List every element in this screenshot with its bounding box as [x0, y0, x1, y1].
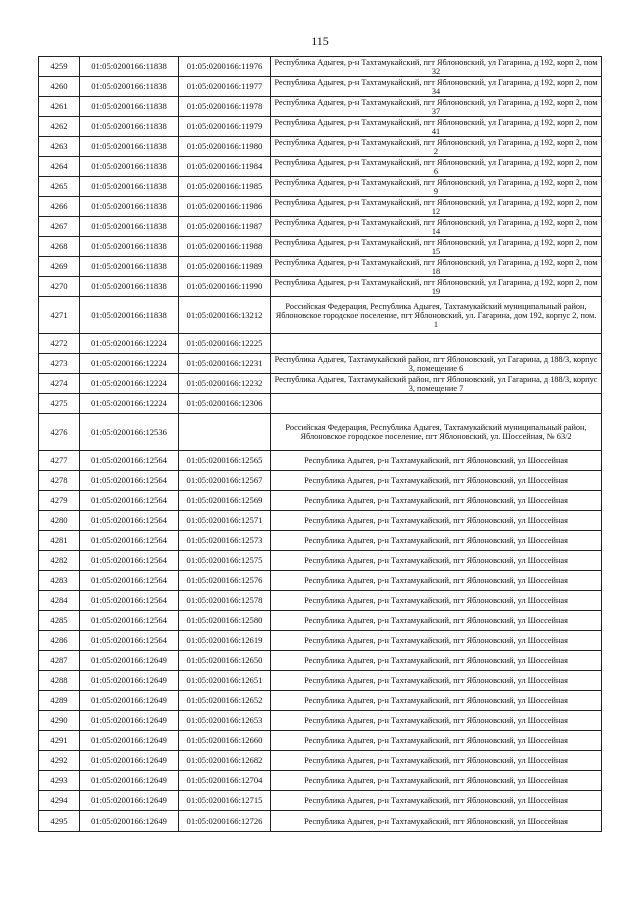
table-row	[39, 691, 602, 711]
table-body	[39, 57, 602, 832]
table-row	[39, 731, 602, 751]
address-cell: Республика Адыгея, р-н Тахтамукайский, пгт Яблоновский, ул Шоссейная	[271, 471, 602, 491]
address-cell: Республика Адыгея, р-н Тахтамукайский, пгт Яблоновский, ул Шоссейная	[271, 451, 602, 471]
cadastral-number-cell: 01:05:0200166:11977	[179, 77, 271, 97]
table-row	[39, 217, 602, 237]
cadastral-number-cell: 01:05:0200166:11980	[179, 137, 271, 157]
cadastral-number-cell: 01:05:0200166:11990	[179, 277, 271, 297]
address-cell: Республика Адыгея, р-н Тахтамукайский, пгт Яблоновский, ул Шоссейная	[271, 491, 602, 511]
parent-cadastral-cell: 01:05:0200166:12564	[80, 491, 179, 511]
cadastral-number-cell: 01:05:0200166:12578	[179, 591, 271, 611]
table-row	[39, 611, 602, 631]
row-number-cell: 4268	[39, 237, 80, 257]
parent-cadastral-cell: 01:05:0200166:11838	[80, 97, 179, 117]
row-number-cell: 4261	[39, 97, 80, 117]
address-cell: Республика Адыгея, р-н Тахтамукайский, пгт Яблоновский, ул Гагарина, д 192, корп 2, пом 2	[271, 137, 602, 157]
row-number-cell: 4290	[39, 711, 80, 731]
row-number-cell: 4264	[39, 157, 80, 177]
address-cell: Республика Адыгея, Тахтамукайский район, пгт Яблоновский, ул Гагарина, д 188/3, корпус 3, помещение 6	[271, 354, 602, 374]
table-row	[39, 791, 602, 811]
table-row	[39, 631, 602, 651]
row-number-cell: 4276	[39, 414, 80, 451]
cadastral-number-cell: 01:05:0200166:11985	[179, 177, 271, 197]
table-row	[39, 811, 602, 832]
parent-cadastral-cell: 01:05:0200166:12649	[80, 771, 179, 791]
table-row	[39, 771, 602, 791]
cadastral-number-cell: 01:05:0200166:11987	[179, 217, 271, 237]
parent-cadastral-cell: 01:05:0200166:11838	[80, 277, 179, 297]
table-row	[39, 751, 602, 771]
row-number-cell: 4275	[39, 394, 80, 414]
cadastral-number-cell: 01:05:0200166:12225	[179, 334, 271, 354]
parent-cadastral-cell: 01:05:0200166:11838	[80, 257, 179, 277]
registry-table	[38, 56, 602, 832]
parent-cadastral-cell: 01:05:0200166:12224	[80, 354, 179, 374]
cadastral-number-cell: 01:05:0200166:13212	[179, 297, 271, 334]
parent-cadastral-cell: 01:05:0200166:12564	[80, 551, 179, 571]
row-number-cell: 4281	[39, 531, 80, 551]
row-number-cell: 4291	[39, 731, 80, 751]
parent-cadastral-cell: 01:05:0200166:12649	[80, 791, 179, 811]
cadastral-number-cell: 01:05:0200166:11978	[179, 97, 271, 117]
table-row	[39, 591, 602, 611]
address-cell: Республика Адыгея, р-н Тахтамукайский, пгт Яблоновский, ул Гагарина, д 192, корп 2, пом 37	[271, 97, 602, 117]
address-cell: Республика Адыгея, р-н Тахтамукайский, пгт Яблоновский, ул Шоссейная	[271, 651, 602, 671]
parent-cadastral-cell: 01:05:0200166:12564	[80, 471, 179, 491]
row-number-cell: 4266	[39, 197, 80, 217]
address-cell: Республика Адыгея, р-н Тахтамукайский, пгт Яблоновский, ул Шоссейная	[271, 751, 602, 771]
cadastral-number-cell: 01:05:0200166:12726	[179, 811, 271, 832]
address-cell: Республика Адыгея, р-н Тахтамукайский, пгт Яблоновский, ул Шоссейная	[271, 511, 602, 531]
parent-cadastral-cell: 01:05:0200166:12224	[80, 374, 179, 394]
address-cell: Российская Федерация, Республика Адыгея, Тахтамукайский муниципальный район, Яблоновское городское поселение, пгт Яблоновский, ул. Гагарина, дом 192, корпус 2, пом. 1	[271, 297, 602, 334]
cadastral-number-cell: 01:05:0200166:12575	[179, 551, 271, 571]
address-cell: Республика Адыгея, р-н Тахтамукайский, пгт Яблоновский, ул Шоссейная	[271, 571, 602, 591]
parent-cadastral-cell: 01:05:0200166:11838	[80, 117, 179, 137]
table-row	[39, 414, 602, 451]
row-number-cell: 4259	[39, 57, 80, 77]
table-row	[39, 374, 602, 394]
parent-cadastral-cell: 01:05:0200166:11838	[80, 177, 179, 197]
row-number-cell: 4285	[39, 611, 80, 631]
table-row	[39, 177, 602, 197]
address-cell: Республика Адыгея, р-н Тахтамукайский, пгт Яблоновский, ул Шоссейная	[271, 531, 602, 551]
cadastral-number-cell: 01:05:0200166:12571	[179, 511, 271, 531]
parent-cadastral-cell: 01:05:0200166:12536	[80, 414, 179, 451]
parent-cadastral-cell: 01:05:0200166:12649	[80, 691, 179, 711]
row-number-cell: 4269	[39, 257, 80, 277]
address-cell: Республика Адыгея, р-н Тахтамукайский, пгт Яблоновский, ул Шоссейная	[271, 731, 602, 751]
row-number-cell: 4283	[39, 571, 80, 591]
table-row	[39, 57, 602, 77]
row-number-cell: 4273	[39, 354, 80, 374]
cadastral-number-cell: 01:05:0200166:12580	[179, 611, 271, 631]
row-number-cell: 4262	[39, 117, 80, 137]
table-row	[39, 97, 602, 117]
row-number-cell: 4284	[39, 591, 80, 611]
row-number-cell: 4289	[39, 691, 80, 711]
row-number-cell: 4293	[39, 771, 80, 791]
cadastral-number-cell: 01:05:0200166:12682	[179, 751, 271, 771]
row-number-cell: 4279	[39, 491, 80, 511]
cadastral-number-cell: 01:05:0200166:12660	[179, 731, 271, 751]
parent-cadastral-cell: 01:05:0200166:11838	[80, 77, 179, 97]
parent-cadastral-cell: 01:05:0200166:12564	[80, 511, 179, 531]
cadastral-number-cell: 01:05:0200166:12704	[179, 771, 271, 791]
parent-cadastral-cell: 01:05:0200166:12649	[80, 671, 179, 691]
parent-cadastral-cell: 01:05:0200166:12649	[80, 711, 179, 731]
cadastral-number-cell: 01:05:0200166:12652	[179, 691, 271, 711]
parent-cadastral-cell: 01:05:0200166:11838	[80, 137, 179, 157]
cadastral-number-cell: 01:05:0200166:12565	[179, 451, 271, 471]
address-cell: Республика Адыгея, р-н Тахтамукайский, пгт Яблоновский, ул Гагарина, д 192, корп 2, пом 14	[271, 217, 602, 237]
table-row	[39, 671, 602, 691]
cadastral-number-cell: 01:05:0200166:11988	[179, 237, 271, 257]
table-row	[39, 531, 602, 551]
address-cell: Российская Федерация, Республика Адыгея, Тахтамукайский муниципальный район, Яблоновское городское поселение, пгт Яблоновский, ул. Шоссейная, № 63/2	[271, 414, 602, 451]
address-cell: Республика Адыгея, р-н Тахтамукайский, пгт Яблоновский, ул Гагарина, д 192, корп 2, пом 9	[271, 177, 602, 197]
cadastral-number-cell: 01:05:0200166:12232	[179, 374, 271, 394]
cadastral-number-cell: 01:05:0200166:12569	[179, 491, 271, 511]
page-number: 115	[311, 34, 329, 48]
row-number-cell: 4292	[39, 751, 80, 771]
parent-cadastral-cell: 01:05:0200166:11838	[80, 57, 179, 77]
table-row	[39, 511, 602, 531]
address-cell: Республика Адыгея, р-н Тахтамукайский, пгт Яблоновский, ул Шоссейная	[271, 671, 602, 691]
address-cell: Республика Адыгея, р-н Тахтамукайский, пгт Яблоновский, ул Гагарина, д 192, корп 2, пом 15	[271, 237, 602, 257]
table-row	[39, 277, 602, 297]
cadastral-number-cell: 01:05:0200166:12306	[179, 394, 271, 414]
parent-cadastral-cell: 01:05:0200166:12649	[80, 731, 179, 751]
cadastral-number-cell: 01:05:0200166:12650	[179, 651, 271, 671]
cadastral-number-cell: 01:05:0200166:11984	[179, 157, 271, 177]
cadastral-number-cell: 01:05:0200166:12576	[179, 571, 271, 591]
table-row	[39, 651, 602, 671]
address-cell: Республика Адыгея, р-н Тахтамукайский, пгт Яблоновский, ул Гагарина, д 192, корп 2, пом 18	[271, 257, 602, 277]
address-cell: Республика Адыгея, р-н Тахтамукайский, пгт Яблоновский, ул Гагарина, д 192, корп 2, пом 19	[271, 277, 602, 297]
address-cell: Республика Адыгея, р-н Тахтамукайский, пгт Яблоновский, ул Шоссейная	[271, 691, 602, 711]
address-cell: Республика Адыгея, р-н Тахтамукайский, пгт Яблоновский, ул Шоссейная	[271, 631, 602, 651]
parent-cadastral-cell: 01:05:0200166:12649	[80, 811, 179, 832]
parent-cadastral-cell: 01:05:0200166:11838	[80, 297, 179, 334]
table-row	[39, 137, 602, 157]
parent-cadastral-cell: 01:05:0200166:12649	[80, 651, 179, 671]
address-cell: Республика Адыгея, р-н Тахтамукайский, пгт Яблоновский, ул Шоссейная	[271, 771, 602, 791]
parent-cadastral-cell: 01:05:0200166:12649	[80, 751, 179, 771]
parent-cadastral-cell: 01:05:0200166:12564	[80, 591, 179, 611]
address-cell: Республика Адыгея, р-н Тахтамукайский, пгт Яблоновский, ул Гагарина, д 192, корп 2, пом 32	[271, 57, 602, 77]
row-number-cell: 4274	[39, 374, 80, 394]
address-cell: Республика Адыгея, р-н Тахтамукайский, пгт Яблоновский, ул Гагарина, д 192, корп 2, пом 34	[271, 77, 602, 97]
table-row	[39, 197, 602, 217]
cadastral-number-cell: 01:05:0200166:12651	[179, 671, 271, 691]
cadastral-number-cell: 01:05:0200166:12619	[179, 631, 271, 651]
table-row	[39, 571, 602, 591]
cadastral-number-cell: 01:05:0200166:11979	[179, 117, 271, 137]
row-number-cell: 4278	[39, 471, 80, 491]
row-number-cell: 4271	[39, 297, 80, 334]
row-number-cell: 4267	[39, 217, 80, 237]
address-cell: Республика Адыгея, р-н Тахтамукайский, пгт Яблоновский, ул Шоссейная	[271, 551, 602, 571]
address-cell: Республика Адыгея, р-н Тахтамукайский, пгт Яблоновский, ул Шоссейная	[271, 711, 602, 731]
row-number-cell: 4272	[39, 334, 80, 354]
row-number-cell: 4282	[39, 551, 80, 571]
cadastral-number-cell: 01:05:0200166:11989	[179, 257, 271, 277]
table-row	[39, 491, 602, 511]
cadastral-number-cell: 01:05:0200166:12573	[179, 531, 271, 551]
cadastral-number-cell: 01:05:0200166:12567	[179, 471, 271, 491]
address-cell: Республика Адыгея, р-н Тахтамукайский, пгт Яблоновский, ул Шоссейная	[271, 791, 602, 811]
table-row	[39, 297, 602, 334]
cadastral-number-cell: 01:05:0200166:12653	[179, 711, 271, 731]
row-number-cell: 4280	[39, 511, 80, 531]
address-cell: Республика Адыгея, р-н Тахтамукайский, пгт Яблоновский, ул Шоссейная	[271, 591, 602, 611]
address-cell	[271, 334, 602, 354]
parent-cadastral-cell: 01:05:0200166:12564	[80, 631, 179, 651]
table-row	[39, 471, 602, 491]
table-row	[39, 711, 602, 731]
address-cell	[271, 394, 602, 414]
table-row	[39, 157, 602, 177]
parent-cadastral-cell: 01:05:0200166:11838	[80, 197, 179, 217]
row-number-cell: 4287	[39, 651, 80, 671]
row-number-cell: 4270	[39, 277, 80, 297]
row-number-cell: 4295	[39, 811, 80, 832]
table-row	[39, 451, 602, 471]
row-number-cell: 4265	[39, 177, 80, 197]
parent-cadastral-cell: 01:05:0200166:12564	[80, 531, 179, 551]
parent-cadastral-cell: 01:05:0200166:11838	[80, 237, 179, 257]
table-row	[39, 257, 602, 277]
table-row	[39, 77, 602, 97]
address-cell: Республика Адыгея, р-н Тахтамукайский, пгт Яблоновский, ул Гагарина, д 192, корп 2, пом 6	[271, 157, 602, 177]
row-number-cell: 4263	[39, 137, 80, 157]
parent-cadastral-cell: 01:05:0200166:11838	[80, 217, 179, 237]
row-number-cell: 4277	[39, 451, 80, 471]
row-number-cell: 4288	[39, 671, 80, 691]
address-cell: Республика Адыгея, Тахтамукайский район, пгт Яблоновский, ул Гагарина, д 188/3, корпус 3, помещение 7	[271, 374, 602, 394]
cadastral-number-cell: 01:05:0200166:12715	[179, 791, 271, 811]
address-cell: Республика Адыгея, р-н Тахтамукайский, пгт Яблоновский, ул Гагарина, д 192, корп 2, пом 12	[271, 197, 602, 217]
parent-cadastral-cell: 01:05:0200166:12224	[80, 334, 179, 354]
table-row	[39, 334, 602, 354]
parent-cadastral-cell: 01:05:0200166:11838	[80, 157, 179, 177]
row-number-cell: 4294	[39, 791, 80, 811]
row-number-cell: 4260	[39, 77, 80, 97]
parent-cadastral-cell: 01:05:0200166:12564	[80, 451, 179, 471]
table-row	[39, 394, 602, 414]
table-row	[39, 117, 602, 137]
table-row	[39, 551, 602, 571]
cadastral-number-cell: 01:05:0200166:11976	[179, 57, 271, 77]
cadastral-number-cell: 01:05:0200166:12231	[179, 354, 271, 374]
cadastral-number-cell	[179, 414, 271, 451]
table-row	[39, 354, 602, 374]
parent-cadastral-cell: 01:05:0200166:12564	[80, 611, 179, 631]
parent-cadastral-cell: 01:05:0200166:12564	[80, 571, 179, 591]
address-cell: Республика Адыгея, р-н Тахтамукайский, пгт Яблоновский, ул Шоссейная	[271, 811, 602, 832]
address-cell: Республика Адыгея, р-н Тахтамукайский, пгт Яблоновский, ул Шоссейная	[271, 611, 602, 631]
address-cell: Республика Адыгея, р-н Тахтамукайский, пгт Яблоновский, ул Гагарина, д 192, корп 2, пом 41	[271, 117, 602, 137]
cadastral-number-cell: 01:05:0200166:11986	[179, 197, 271, 217]
table-row	[39, 237, 602, 257]
row-number-cell: 4286	[39, 631, 80, 651]
parent-cadastral-cell: 01:05:0200166:12224	[80, 394, 179, 414]
